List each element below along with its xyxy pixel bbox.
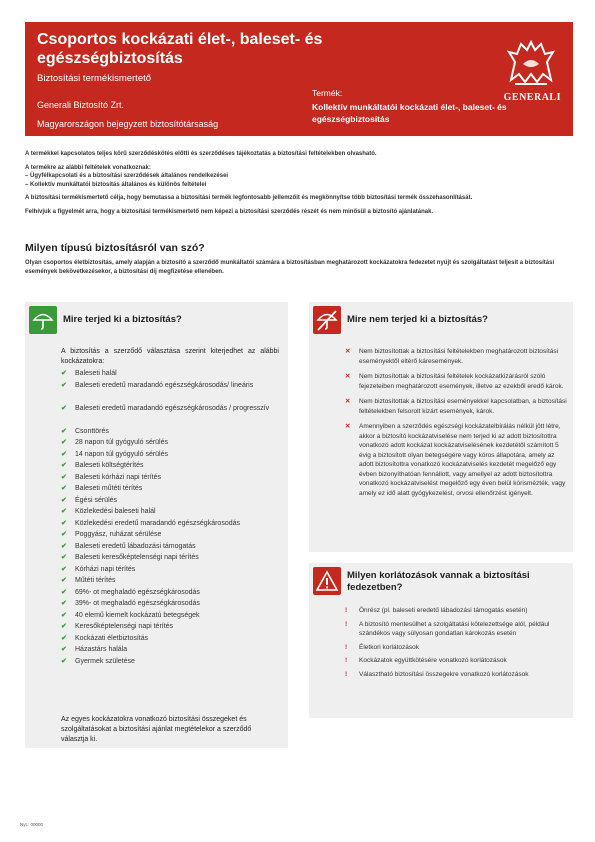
covered-panel-title: Mire terjed ki a biztosítás? (63, 314, 182, 325)
exclamation-icon: ! (345, 607, 348, 614)
exclamation-icon: ! (345, 620, 348, 628)
limitation-item: ! Kockázatok együttkötésére vonatkozó korlátozások (345, 657, 507, 664)
covered-item: ✔ Baleseti eredetű maradandó egészségkárosodás/ lineáris (61, 381, 254, 389)
not-covered-panel-header (309, 302, 573, 338)
check-icon: ✔ (61, 542, 67, 550)
covered-item: ✔ 28 napon túl gyógyuló sérülés (61, 439, 169, 446)
covered-item: ✔ Közlekedési eredetű maradandó egészségkárosodás (61, 519, 240, 527)
document-title: Csoportos kockázati élet-, baleset- és egészségbiztosítás (37, 31, 323, 67)
intro-paragraph: A termékkel kapcsolatos teljes körű szerződéskötés előtti és szerződéses tájékoztatás a biztosítási feltételekben olvasható. (25, 151, 377, 157)
intro-text (25, 150, 573, 221)
product-label: Termék: (312, 88, 343, 98)
intro-paragraph: Felhívjuk a figyelmét arra, hogy a biztosítási termékismertető nem képezi a biztosítási szerződés részét és nem minősül a biztosító ajánlatának. (25, 208, 434, 215)
cross-icon: ✕ (345, 398, 351, 405)
covered-item: ✔ Baleseti halál (61, 370, 117, 377)
not-covered-panel-title: Mire nem terjed ki a biztosítás? (347, 314, 488, 325)
exclamation-icon: ! (345, 657, 348, 664)
document-code: Nyt.: 00000 (20, 822, 44, 827)
check-icon: ✔ (61, 485, 67, 492)
covered-panel-header (25, 302, 288, 338)
limitation-item: ! Életkori korlátozások (345, 643, 419, 651)
check-icon: ✔ (61, 588, 67, 596)
covered-item: ✔ 40 elemű kiemelt kockázatú betegségek (61, 611, 200, 619)
limitation-item: ! Választható biztosítási összegekre vonatkozó korlátozások (345, 670, 529, 678)
covered-outro: Az egyes kockázatokra vonatkozó biztosítási összegeket és szolgáltatásokat a biztosítási ajánlat megtételekor a szerződő választja ki. (61, 716, 252, 743)
check-icon: ✔ (61, 381, 67, 389)
covered-item: ✔ Baleseti kórházi napi térítés (61, 473, 161, 481)
covered-list (61, 369, 283, 668)
covered-item: ✔ Csonttörés (61, 427, 109, 435)
covered-item: ✔ Baleseti eredetű maradandó egészségkárosodás / progresszív (61, 404, 270, 412)
check-icon: ✔ (61, 611, 67, 619)
generali-lion-logo-icon (501, 34, 561, 92)
check-icon: ✔ (61, 508, 67, 515)
check-icon: ✔ (61, 531, 67, 538)
check-icon: ✔ (61, 462, 67, 469)
limitation-item: ! Önrész (pl. baleseti eredetű lábadozási támogatás esetén) (345, 607, 528, 614)
covered-item: ✔ Gyermek születése (61, 657, 135, 665)
insurance-type-description: Olyan csoportos életbiztosítás, amely alapján a biztosító a szerződő munkáltatói számára a biztosításban meghatározott kockázatokra fedezetet nyújt és szolgáltatást teljesít a biztosítási események bekövetkezésekor, a biztosítási díj megfizetése ellenében. (25, 260, 555, 275)
cross-icon: ✕ (345, 348, 351, 355)
covered-panel (25, 302, 288, 748)
company-name: Generali Biztosító Zrt. (37, 100, 125, 110)
covered-item: ✔ Baleseti műtéti térítés (61, 485, 143, 492)
check-icon: ✔ (61, 554, 67, 561)
limitations-panel-title: Milyen korlátozások vannak a biztosítási fedezetben? (347, 570, 530, 593)
covered-item: ✔ 69%- ot meghaladó egészségkárosodás (61, 588, 200, 596)
intro-condition-item: – Kollektív munkáltatói biztosítás általános és különös feltételei (25, 181, 207, 188)
covered-item: ✔ Műtéti térítés (61, 577, 116, 584)
intro-conditions (25, 164, 573, 190)
check-icon: ✔ (61, 634, 67, 642)
not-covered-list (345, 347, 567, 498)
intro-paragraph: A biztosítási termékismertető célja, hogy bemutassa a biztosítási termék legfontosabb jellemzőit és megkönnyítse több biztosítási termék összehasonlítását. (25, 195, 473, 201)
check-icon: ✔ (61, 427, 67, 435)
not-covered-item: ✕ Nem biztosítottak a biztosítási feltételekben meghatározott biztosítási eseményektől eltérő káresemények. (345, 348, 559, 365)
covered-item: ✔ 39%- ot meghaladó egészségkárosodás (61, 600, 200, 607)
not-covered-item: ✕ Amennyiben a szerződés egészségi kockázatelbírálás nélkül jött létre, akkor a biztosító kockázatviselése nem terjed ki az adott biztosítottra vonatkozó adott kockázat kockázatviselésének kezdetétől számított 5 évig a biztosított olyan betegségére vagy kóros állapotára, amely az adott biztosítottra vonatkozó kockázatviselés kezdetét megelőző egy évben bizonyíthatóan fennállott, vagy amellyel az adott biztosítottra vonatkozó kockázatviselést megelőző egy éven belül kórismézték, vagy amely ez idő alatt gyógykezelést, orvosi ellenőrzést igényelt. (345, 423, 566, 497)
check-icon: ✔ (61, 577, 67, 584)
check-icon: ✔ (61, 657, 67, 665)
exclamation-icon: ! (345, 670, 348, 678)
exclamation-icon: ! (345, 643, 348, 651)
covered-item: ✔ Baleseti keresőképtelenségi napi térítés (61, 554, 199, 561)
covered-item: ✔ Keresőképtelenségi napi térítés (61, 623, 174, 630)
check-icon: ✔ (61, 623, 67, 630)
cross-icon: ✕ (345, 423, 351, 430)
covered-item: ✔ Égési sérülés (61, 496, 118, 504)
limitations-panel (309, 563, 573, 718)
covered-item: ✔ Házastárs halála (61, 646, 128, 653)
check-icon: ✔ (61, 646, 67, 653)
check-icon: ✔ (61, 519, 67, 527)
not-covered-item: ✕ Nem biztosítottak a biztosítási eseményekkel kapcsolatban, a biztosítási feltételekben felsorolt kizárt események, károk. (345, 398, 567, 415)
covered-item: ✔ Kockázati életbiztosítás (61, 634, 149, 642)
check-icon: ✔ (61, 370, 67, 377)
warning-icon (313, 567, 341, 595)
limitations-list (345, 606, 567, 679)
covered-intro: A biztosítás a szerződő választása szerint kiterjedhet az alábbi kockázatokra: (61, 348, 279, 365)
covered-item: ✔ Közlekedési baleseti halál (61, 508, 156, 515)
check-icon: ✔ (61, 450, 67, 458)
covered-item: ✔ Baleseti költségtérítés (61, 462, 144, 469)
limitation-item: ! A biztosító mentesülhet a szolgáltatási kötelezettsége alól, például szándékos vagy súlyosan gondatlan károkozás esetén (345, 620, 550, 637)
covered-item: ✔ Baleseti eredetű lábadozási támogatás (61, 542, 196, 550)
check-icon: ✔ (61, 600, 67, 607)
umbrella-crossed-icon (313, 306, 341, 334)
product-name: Kollektív munkáltatói kockázati élet-, baleset- és egészségbiztosítás (312, 102, 507, 124)
covered-item: ✔ Kórházi napi térítés (61, 565, 136, 573)
header-banner (25, 22, 573, 136)
covered-item: ✔ 14 napon túl gyógyuló sérülés (61, 450, 169, 458)
check-icon: ✔ (61, 439, 67, 446)
limitations-panel-header (309, 563, 573, 599)
company-registration: Magyarországon bejegyzett biztosítótársaság (37, 119, 219, 129)
check-icon: ✔ (61, 473, 67, 481)
check-icon: ✔ (61, 496, 67, 504)
document-subtitle: Biztosítási termékismertető (37, 73, 152, 84)
cross-icon: ✕ (345, 373, 351, 380)
insurance-type-heading: Milyen típusú biztosításról van szó? (25, 242, 205, 254)
not-covered-panel (309, 302, 573, 552)
check-icon: ✔ (61, 404, 67, 412)
intro-conditions-title: A termékre az alábbi feltételek vonatkoznak: (25, 164, 151, 171)
umbrella-icon (29, 306, 57, 334)
covered-item: ✔ Poggyász, ruházat sérülése (61, 531, 162, 538)
check-icon: ✔ (61, 565, 67, 573)
intro-condition-item: – Ügyfélkapcsolati és a biztosítási szerződések általános rendelkezései (25, 173, 229, 179)
not-covered-item: ✕ Nem biztosítottak a biztosítási feltételek kockázatkizárásról szóló fejezeteiben meghatározott események, illetve az ezekből eredő károk. (345, 373, 564, 390)
logo-wordmark: GENERALI (503, 92, 561, 103)
